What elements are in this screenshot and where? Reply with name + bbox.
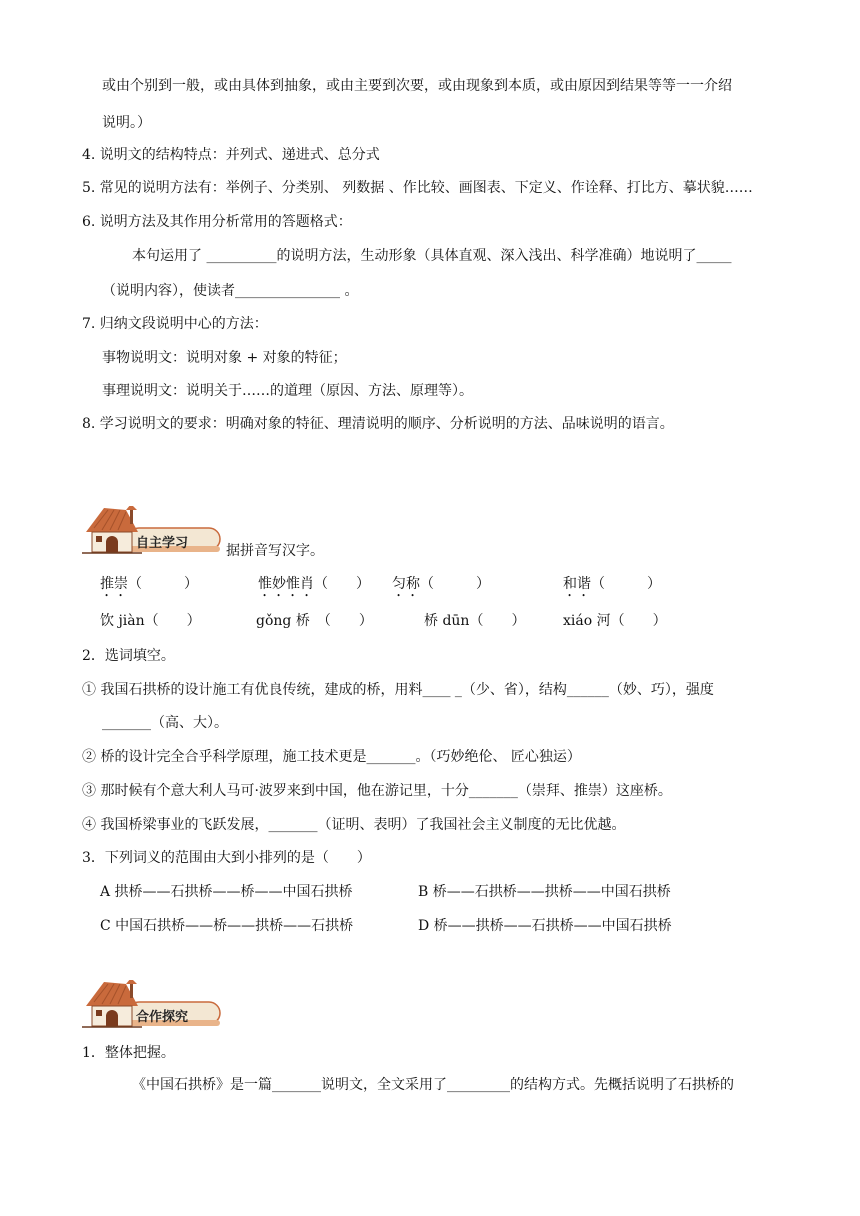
item-7-line2: 事理说明文：说明关于……的道理（原因、方法、原理等）。 <box>102 383 473 399</box>
q2-item-3: ③ 那时候有个意大利人马可·波罗来到中国，他在游记里，十分_______（崇拜、推崇）这座桥。 <box>82 783 672 799</box>
q3-option-d: D 桥——拱桥——石拱桥——中国石拱桥 <box>418 918 672 934</box>
item-7-title: 7. 归纳文段说明中心的方法： <box>82 316 268 332</box>
paragraph-continuation-line1: 或由个别到一般，或由具体到抽象，或由主要到次要，或由现象到本质，或由原因到结果等等一一介绍 <box>102 78 732 94</box>
pinyin-item: 惟妙惟肖（ ） <box>258 576 370 592</box>
q1-instruction: 据拼音写汉字。 <box>226 543 324 559</box>
q2-title: 2．选词填空。 <box>82 648 175 664</box>
q2-item-4: ④ 我国桥梁事业的飞跃发展，_______（证明、表明）了我国社会主义制度的无比优越。 <box>82 817 626 833</box>
q3-option-a: A 拱桥——石拱桥——桥——中国石拱桥 <box>100 884 353 900</box>
item-6-template-line2: （说明内容），使读者_______________ 。 <box>102 283 359 299</box>
q2-item-1: ① 我国石拱桥的设计施工有优良传统，建成的桥，用料____ _（少、省），结构______（妙、巧），强度 <box>82 682 714 698</box>
pinyin-item: 饮 jiàn（ ） <box>100 613 201 629</box>
pinyin-item: 推崇（ ） <box>100 576 198 592</box>
q3-title: 3．下列词义的范围由大到小排列的是（ ） <box>82 850 371 866</box>
badge-label-cooperate: 合作探究 <box>136 1010 189 1025</box>
pinyin-item: 和谐（ ） <box>563 576 661 592</box>
pinyin-item: 匀称（ ） <box>392 576 490 592</box>
section-badge-self-study <box>82 506 232 558</box>
pinyin-item: 桥 dūn（ ） <box>424 613 526 629</box>
section-badge-cooperate <box>82 980 232 1032</box>
item-8: 8. 学习说明文的要求：明确对象的特征、理清说明的顺序、分析说明的方法、品味说明的语言。 <box>82 416 674 432</box>
paragraph-continuation-line2: 说明。） <box>102 115 151 131</box>
coop-q1-title: 1．整体把握。 <box>82 1045 175 1061</box>
item-4: 4. 说明文的结构特点：并列式、递进式、总分式 <box>82 147 380 163</box>
coop-q1-line1: 《中国石拱桥》是一篇_______说明文，全文采用了_________的结构方式。先概括说明了石拱桥的 <box>132 1077 734 1093</box>
item-7-line1: 事物说明文：说明对象 + 对象的特征； <box>102 350 347 366</box>
q2-item-1-cont: _______（高、大）。 <box>102 715 228 731</box>
q2-item-2: ② 桥的设计完全合乎科学原理，施工技术更是_______。（巧妙绝伦、 匠心独运） <box>82 749 581 765</box>
item-5: 5. 常见的说明方法有：举例子、分类别、 列数据 、作比较、画图表、下定义、作诠释、打比方、摹状貌…… <box>82 180 753 196</box>
item-6-template-line1: 本句运用了 __________的说明方法，生动形象（具体直观、深入浅出、科学准确）地说明了_____ <box>132 248 732 264</box>
q3-option-b: B 桥——石拱桥——拱桥——中国石拱桥 <box>418 884 671 900</box>
pinyin-item: gǒng 桥 （ ） <box>256 613 373 629</box>
badge-label-self-study: 自主学习 <box>136 536 189 551</box>
pinyin-item: xiáo 河（ ） <box>563 613 667 629</box>
q3-option-c: C 中国石拱桥——桥——拱桥——石拱桥 <box>100 918 354 934</box>
item-6-title: 6. 说明方法及其作用分析常用的答题格式： <box>82 214 352 230</box>
